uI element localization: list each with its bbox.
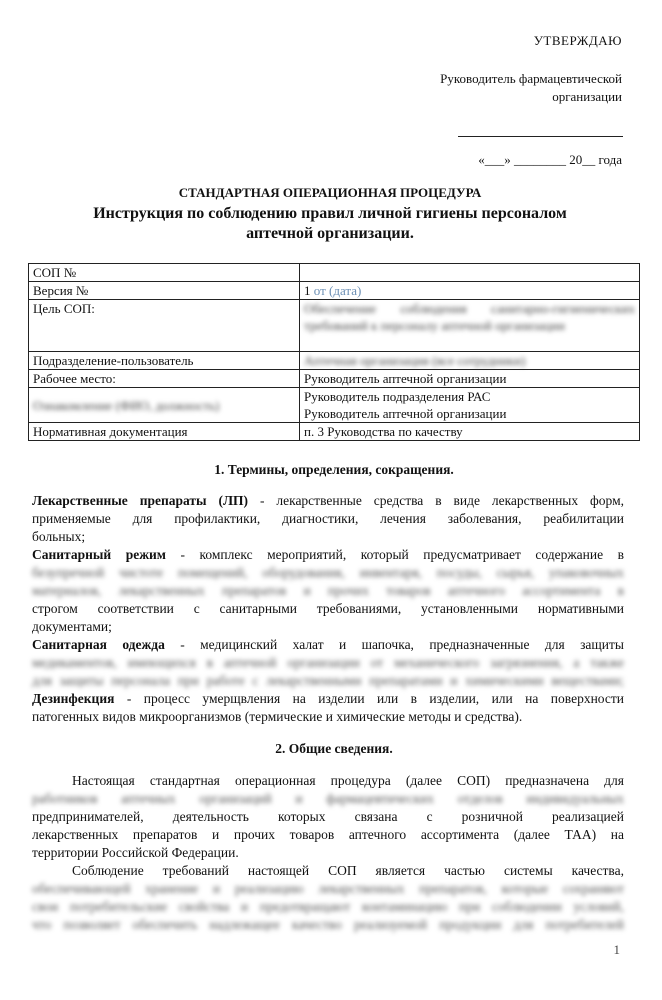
approval-role-line2: организации: [552, 89, 622, 104]
def2-line2: строгом соответствии с санитарными требованиями, установленными нормативными: [32, 601, 624, 616]
document-title-line2: аптечной организации.: [246, 225, 414, 242]
approval-date: «___» ________ 20__ года: [478, 152, 622, 167]
p1-line4: территории Российской Федерации.: [32, 845, 239, 860]
approval-title: УТВЕРЖДАЮ: [533, 33, 622, 48]
def3-line1: [32, 636, 624, 654]
sop-meta-table: [28, 263, 640, 441]
version-value: [300, 282, 640, 300]
table-row: [29, 423, 640, 441]
def4-line1: [32, 690, 624, 708]
p2-blurred-line1: обеспечивающей хранение и реализацию лекарственных препаратов, которые сохраняют: [32, 881, 624, 896]
approval-role-line1: Руководитель фармацевтической: [440, 71, 622, 86]
normative-label: Нормативная документация: [29, 423, 300, 441]
table-row: [29, 388, 640, 423]
page-number: 1: [613, 942, 620, 957]
p1-line3: лекарственных препаратов и прочих товаров аптечного ассортимента (далее ТАА) на: [32, 827, 624, 842]
def3-term: Санитарная одежда: [32, 637, 165, 652]
division-label: Подразделение-пользователь: [29, 352, 300, 370]
def1-line1: [32, 492, 624, 510]
workplace-label: Рабочее место:: [29, 370, 300, 388]
def2-line3: документами;: [32, 619, 112, 634]
def1-term: Лекарственные препараты (ЛП): [32, 493, 249, 508]
def2-blurred-line2: материалов, лекарственных препаратов и прочих товаров аптечного ассортимента в: [32, 583, 624, 598]
p1-line1: Настоящая стандартная операционная процедура (далее СОП) предназначена для: [72, 773, 624, 788]
def3-blurred-line2: для защиты персонала при работе с лекарственными препаратами и химическими веществами;: [32, 673, 624, 688]
def4-term: Дезинфекция: [32, 691, 115, 706]
table-row: [29, 300, 640, 352]
sop-no-value: [300, 264, 640, 282]
def2-blurred-line1: безупречной чистоте помещений, оборудования, инвентаря, посуды, сырья, упаковочных: [32, 565, 624, 580]
document-type: СТАНДАРТНАЯ ОПЕРАЦИОННАЯ ПРОЦЕДУРА: [178, 185, 482, 200]
def2-text1: - комплекс мероприятий, который предусматривает содержание в: [165, 547, 624, 562]
sop-no-label: СОП №: [29, 264, 300, 282]
version-number: 1: [304, 283, 311, 298]
p1-line2: предпринимателей, деятельность которых связана с розничной реализацией: [32, 809, 624, 824]
def1-line2: применяемые для профилактики, диагностики, лечения заболевания, реабилитации: [32, 511, 624, 526]
def4-line2: патогенных видов микроорганизмов (термические и химические методы и средства).: [32, 709, 523, 724]
definitions-block: [32, 492, 624, 726]
responsible-line2: Руководитель аптечной организации: [304, 406, 507, 421]
responsible-line1: Руководитель подразделения РАС: [304, 389, 491, 404]
def2-line1: [32, 546, 624, 564]
signature-line: [458, 136, 623, 137]
p2-blurred-line3: что позволяет обеспечить надлежащее качество реализуемой продукции для потребителей: [32, 917, 624, 932]
p2-blurred-line2: свои потребительские свойства и предотвращают контаминацию при соблюдении условий,: [32, 899, 624, 914]
version-date: от (дата): [313, 283, 362, 298]
def1-line3: больных;: [32, 529, 86, 544]
blurred-row-label: Ознакомление (ФИО, должность): [29, 388, 300, 423]
document-title: [60, 204, 600, 244]
def3-text1: - медицинский халат и шапочка, предназначенные для защиты: [164, 637, 624, 652]
def3-blurred-line1: медикаментов, имеющихся в аптечной организации от механического загрязнения, а также: [32, 655, 624, 670]
division-value-blurred: Аптечная организация (все сотрудники): [300, 352, 640, 370]
def2-term: Санитарный режим: [32, 547, 166, 562]
section1-title: 1. Термины, определения, сокращения.: [214, 462, 454, 477]
p1-blurred-line1: работников аптечных организаций и фармацевтических отделов индивидуальных: [32, 791, 624, 806]
goal-value-blurred: Обеспечение соблюдения санитарно-гигиенических требований к персоналу аптечной организации: [300, 300, 640, 352]
document-title-line1: Инструкция по соблюдению правил личной гигиены персоналом: [93, 205, 567, 222]
approval-role: [382, 70, 622, 106]
goal-label: Цель СОП:: [29, 300, 300, 352]
normative-value: п. 3 Руководства по качеству: [300, 423, 640, 441]
table-row: [29, 282, 640, 300]
table-row: [29, 264, 640, 282]
def4-text1: - процесс умерщвления на изделии или в изделии, или на поверхности: [114, 691, 624, 706]
responsible-value: [300, 388, 640, 423]
workplace-value: Руководитель аптечной организации: [300, 370, 640, 388]
version-label: Версия №: [29, 282, 300, 300]
def1-text1: - лекарственные средства в виде лекарственных форм,: [248, 493, 624, 508]
table-row: [29, 370, 640, 388]
general-info-block: [32, 772, 624, 934]
p2-line1: Соблюдение требований настоящей СОП является частью системы качества,: [72, 863, 624, 878]
table-row: [29, 352, 640, 370]
section2-title: 2. Общие сведения.: [275, 741, 393, 756]
